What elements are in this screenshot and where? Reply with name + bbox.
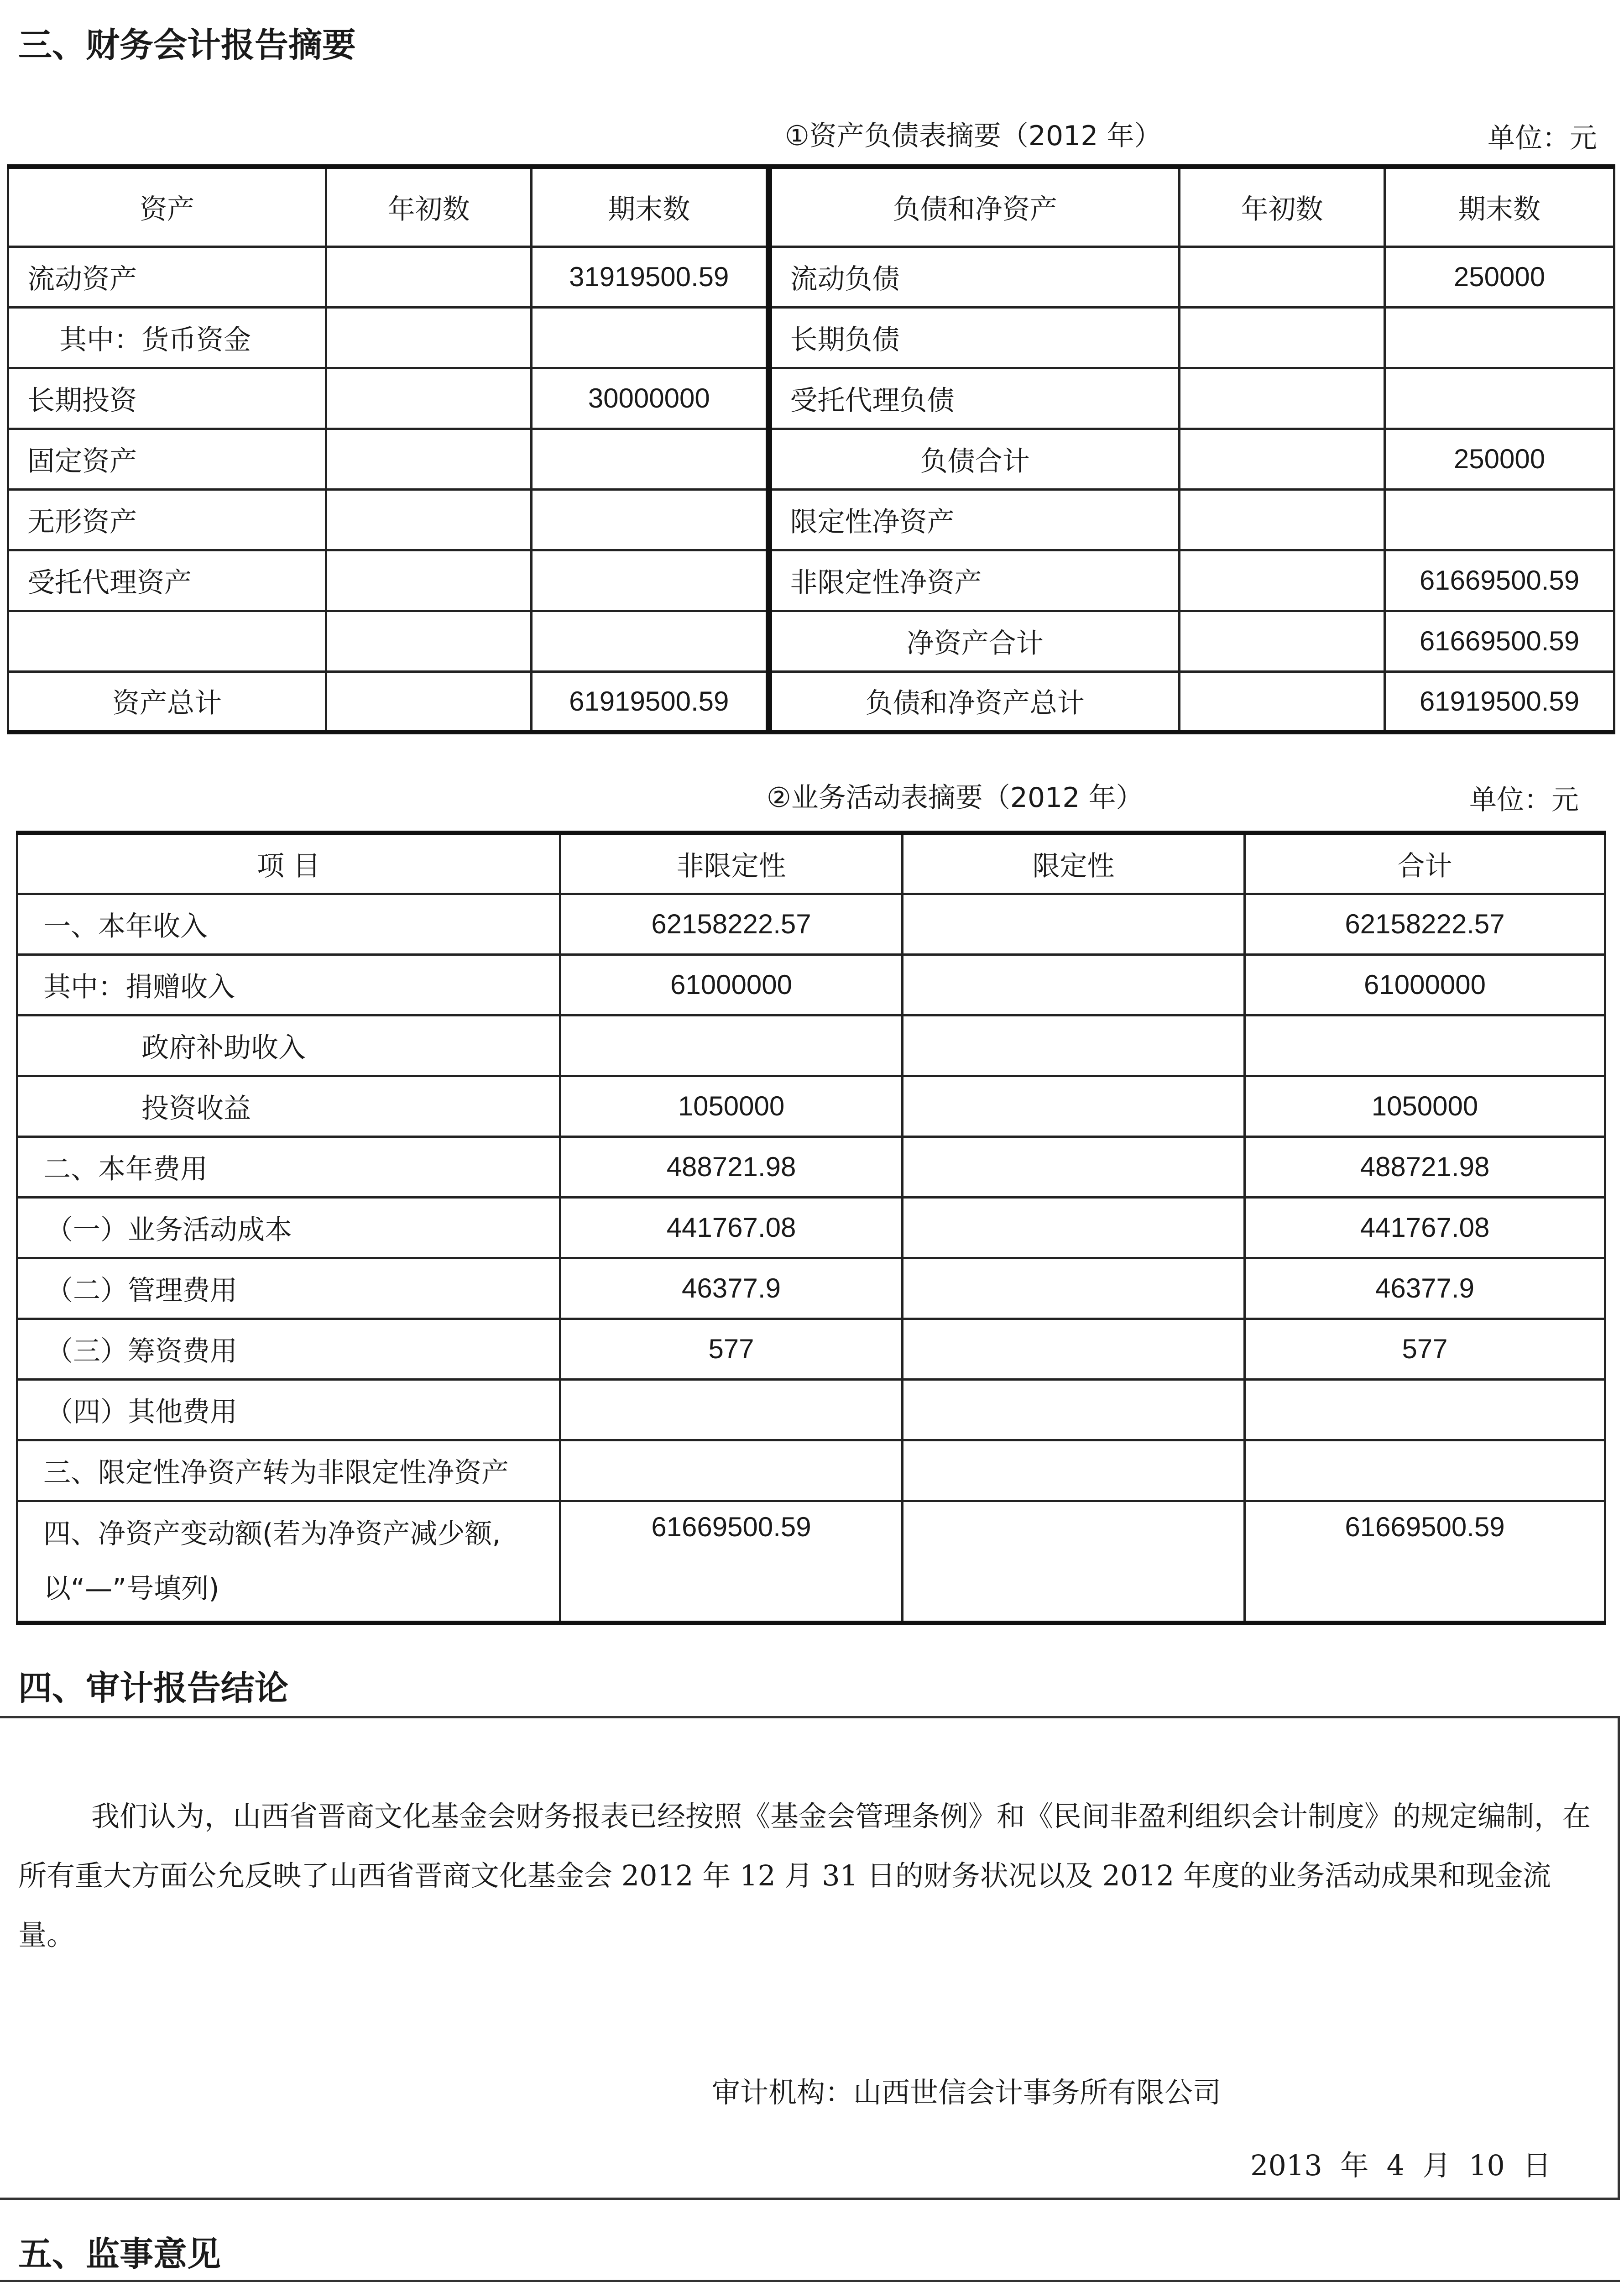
balance-header-cell: 年初数 <box>1180 167 1385 246</box>
activity-cell: 1050000 <box>560 1076 903 1136</box>
balance-header-cell: 期末数 <box>532 167 769 246</box>
balance-cell <box>532 429 769 489</box>
activity-cell: 1050000 <box>1245 1076 1605 1136</box>
audit-conclusion: 我们认为，山西省晋商文化基金会财务报表已经按照《基金会管理条例》和《民间非盈利组织会计制度》的规定编制，在所有重大方面公允反映了山西省晋商文化基金会 2012 年 12 月 31 日的财务状况以及 2012 年度的业务活动成果和现金流量。 <box>18 1800 1591 1952</box>
balance-row <box>8 368 1614 429</box>
audit-box <box>0 1716 1620 2200</box>
activity-cell <box>903 1197 1245 1258</box>
balance-cell: 负债合计 <box>769 429 1180 489</box>
activity-cell <box>1245 1379 1605 1440</box>
balance-row <box>8 550 1614 611</box>
activity-row <box>17 1319 1605 1379</box>
balance-cell <box>326 368 532 429</box>
balance-cell: 受托代理负债 <box>769 368 1180 429</box>
balance-cell <box>1180 368 1385 429</box>
balance-cell <box>326 671 532 732</box>
activity-cell: 一、本年收入 <box>17 894 560 954</box>
activity-cell: 61000000 <box>560 954 903 1015</box>
activity-row <box>17 1258 1605 1319</box>
activity-cell <box>903 1015 1245 1076</box>
balance-row <box>8 489 1614 550</box>
activity-header-cell: 项 目 <box>17 833 560 894</box>
activity-cell <box>903 1379 1245 1440</box>
balance-header-cell: 年初数 <box>326 167 532 246</box>
balance-cell <box>1385 368 1614 429</box>
activity-cell: （一）业务活动成本 <box>17 1197 560 1258</box>
activity-cell: 441767.08 <box>1245 1197 1605 1258</box>
balance-cell <box>532 550 769 611</box>
activity-row <box>17 1076 1605 1136</box>
balance-cell: 61669500.59 <box>1385 611 1614 671</box>
activity-row <box>17 1379 1605 1440</box>
balance-cell <box>1180 550 1385 611</box>
balance-cell: 资产总计 <box>8 671 326 732</box>
supervisor-box <box>0 2280 1620 2282</box>
balance-cell: 61919500.59 <box>532 671 769 732</box>
activity-cell <box>903 954 1245 1015</box>
activity-cell <box>903 1319 1245 1379</box>
auditor: 审计机构：山西世信会计事务所有限公司 <box>712 2076 1222 2109</box>
balance-cell <box>1385 489 1614 550</box>
activity-header-cell: 合计 <box>1245 833 1605 894</box>
section4-title: 四、审计报告结论 <box>18 1669 288 1708</box>
activity-cell: 61000000 <box>1245 954 1605 1015</box>
activity-cell: 488721.98 <box>560 1136 903 1197</box>
section3-title: 三、财务会计报告摘要 <box>18 26 356 65</box>
balance-cell <box>326 489 532 550</box>
balance-cell <box>326 550 532 611</box>
balance-cell: 净资产合计 <box>769 611 1180 671</box>
balance-header-cell: 期末数 <box>1385 167 1614 246</box>
activity-cell: 61669500.59 <box>1245 1501 1605 1623</box>
activity-row <box>17 894 1605 954</box>
activity-cell: 46377.9 <box>560 1258 903 1319</box>
balance-row <box>8 611 1614 671</box>
activity-header-cell: 非限定性 <box>560 833 903 894</box>
balance-header-cell: 资产 <box>8 167 326 246</box>
activity-cell: 61669500.59 <box>560 1501 903 1623</box>
balance-caption: ①资产负债表摘要（2012 年） <box>785 120 1162 152</box>
activity-header-cell: 限定性 <box>903 833 1245 894</box>
activity-cell: 62158222.57 <box>1245 894 1605 954</box>
activity-cell: 441767.08 <box>560 1197 903 1258</box>
activity-cell: 488721.98 <box>1245 1136 1605 1197</box>
balance-header-cell: 负债和净资产 <box>769 167 1180 246</box>
activity-cell <box>903 894 1245 954</box>
balance-cell <box>1180 246 1385 307</box>
activity-unit: 单位：元 <box>1469 784 1579 816</box>
audit-date: 2013 年 4 月 10 日 <box>1250 2149 1551 2182</box>
balance-cell <box>1180 307 1385 368</box>
activity-cell <box>903 1136 1245 1197</box>
balance-cell: 流动资产 <box>8 246 326 307</box>
balance-cell <box>326 429 532 489</box>
balance-cell: 流动负债 <box>769 246 1180 307</box>
balance-cell <box>326 611 532 671</box>
activity-cell: （三）筹资费用 <box>17 1319 560 1379</box>
activity-cell <box>903 1076 1245 1136</box>
activity-cell: 577 <box>1245 1319 1605 1379</box>
activity-cell: 投资收益 <box>17 1076 560 1136</box>
activity-row <box>17 954 1605 1015</box>
activity-cell: 577 <box>560 1319 903 1379</box>
balance-cell: 长期负债 <box>769 307 1180 368</box>
balance-cell <box>532 611 769 671</box>
balance-row <box>8 429 1614 489</box>
balance-cell: 固定资产 <box>8 429 326 489</box>
balance-cell: 限定性净资产 <box>769 489 1180 550</box>
activity-cell <box>903 1258 1245 1319</box>
balance-row <box>8 307 1614 368</box>
activity-cell: 46377.9 <box>1245 1258 1605 1319</box>
balance-cell: 无形资产 <box>8 489 326 550</box>
activity-row <box>17 1440 1605 1501</box>
balance-cell <box>532 307 769 368</box>
activity-cell: 62158222.57 <box>560 894 903 954</box>
balance-sheet-table <box>7 164 1615 734</box>
balance-cell <box>1180 671 1385 732</box>
balance-cell <box>1385 307 1614 368</box>
activity-cell: （四）其他费用 <box>17 1379 560 1440</box>
activity-cell: 政府补助收入 <box>17 1015 560 1076</box>
balance-header-row <box>8 167 1614 246</box>
balance-cell <box>326 307 532 368</box>
activity-header-row <box>17 833 1605 894</box>
activity-cell <box>560 1015 903 1076</box>
balance-cell <box>326 246 532 307</box>
activity-table <box>16 831 1606 1625</box>
activity-row <box>17 1197 1605 1258</box>
balance-cell <box>8 611 326 671</box>
activity-row <box>17 1501 1605 1623</box>
balance-row <box>8 671 1614 732</box>
activity-cell <box>903 1440 1245 1501</box>
activity-cell <box>560 1440 903 1501</box>
balance-row <box>8 246 1614 307</box>
balance-cell: 61669500.59 <box>1385 550 1614 611</box>
balance-cell: 30000000 <box>532 368 769 429</box>
section5-title: 五、监事意见 <box>18 2235 221 2274</box>
balance-cell: 其中：货币资金 <box>8 307 326 368</box>
activity-caption: ②业务活动表摘要（2012 年） <box>767 782 1144 814</box>
activity-cell <box>1245 1015 1605 1076</box>
balance-unit: 单位：元 <box>1488 122 1597 154</box>
activity-cell: （二）管理费用 <box>17 1258 560 1319</box>
balance-cell: 250000 <box>1385 246 1614 307</box>
activity-cell: 三、限定性净资产转为非限定性净资产 <box>17 1440 560 1501</box>
activity-row <box>17 1136 1605 1197</box>
activity-cell: 其中：捐赠收入 <box>17 954 560 1015</box>
balance-cell: 受托代理资产 <box>8 550 326 611</box>
balance-cell <box>1180 429 1385 489</box>
balance-cell: 61919500.59 <box>1385 671 1614 732</box>
activity-cell: 二、本年费用 <box>17 1136 560 1197</box>
activity-cell <box>560 1379 903 1440</box>
activity-cell <box>1245 1440 1605 1501</box>
balance-cell <box>1180 489 1385 550</box>
balance-cell <box>532 489 769 550</box>
activity-cell <box>903 1501 1245 1623</box>
balance-cell: 负债和净资产总计 <box>769 671 1180 732</box>
balance-cell: 非限定性净资产 <box>769 550 1180 611</box>
balance-cell: 31919500.59 <box>532 246 769 307</box>
balance-cell: 长期投资 <box>8 368 326 429</box>
activity-row <box>17 1015 1605 1076</box>
balance-cell: 250000 <box>1385 429 1614 489</box>
balance-cell <box>1180 611 1385 671</box>
activity-cell: 四、净资产变动额(若为净资产减少额,以“—”号填列) <box>17 1501 560 1623</box>
